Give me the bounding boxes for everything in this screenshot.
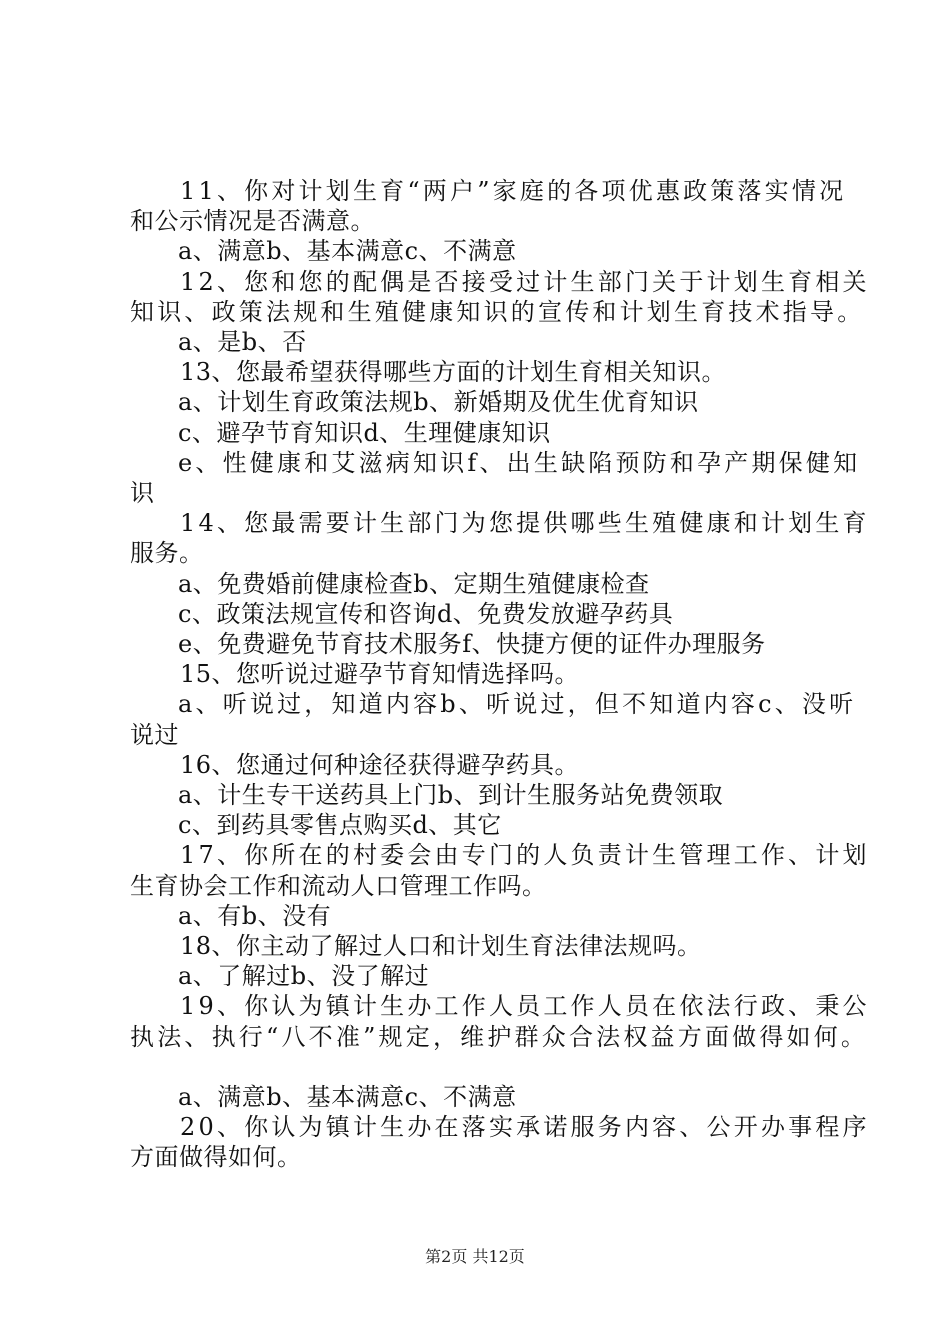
answer-options-line: a、了解过b、没了解过 — [178, 962, 430, 991]
question-line: 17、你所在的村委会由专门的人负责计生管理工作、计划 — [180, 841, 870, 870]
answer-options-line: a、免费婚前健康检查b、定期生殖健康检查 — [178, 569, 650, 598]
answer-options-line: c、政策法规宣传和咨询d、免费发放避孕药具 — [178, 599, 674, 628]
answer-options-line: c、避孕节育知识d、生理健康知识 — [178, 418, 551, 447]
answer-options-line: a、满意b、基本满意c、不满意 — [178, 1082, 517, 1111]
question-line: 14、您最需要计生部门为您提供哪些生殖健康和计划生育 — [180, 509, 870, 538]
continuation-line: 说过 — [130, 720, 179, 749]
continuation-line: 和公示情况是否满意。 — [130, 207, 375, 236]
answer-options-line: c、到药具零售点购买d、其它 — [178, 811, 502, 840]
answer-options-line: a、计生专干送药具上门b、到计生服务站免费领取 — [178, 781, 724, 810]
question-line: 12、您和您的配偶是否接受过计生部门关于计划生育相关 — [180, 267, 870, 296]
answer-options-line: e、性健康和艾滋病知识f、出生缺陷预防和孕产期保健知 — [178, 448, 861, 477]
question-line: 11、你对计划生育“两户”家庭的各项优惠政策落实情况 — [180, 177, 847, 205]
question-line: 20、你认为镇计生办在落实承诺服务内容、公开办事程序 — [180, 1113, 870, 1142]
answer-options-line: a、计划生育政策法规b、新婚期及优生优育知识 — [178, 388, 699, 417]
question-line: 15、您听说过避孕节育知情选择吗。 — [180, 660, 580, 689]
question-line: 18、你主动了解过人口和计划生育法律法规吗。 — [180, 932, 702, 961]
continuation-line: 识 — [130, 479, 155, 508]
document-body — [130, 176, 870, 1173]
blank-line — [130, 1052, 836, 1082]
answer-options-line: a、有b、没有 — [178, 901, 332, 930]
page-footer — [0, 1244, 950, 1267]
continuation-line: 执法、执行“八不准”规定，维护群众合法权益方面做得如何。 — [130, 1022, 869, 1051]
answer-options-line: a、是b、否 — [178, 328, 307, 357]
answer-options-line: a、满意b、基本满意c、不满意 — [178, 237, 517, 266]
answer-options-line: a、听说过，知道内容b、听说过，但不知道内容c、没听 — [178, 690, 857, 719]
continuation-line: 方面做得如何。 — [130, 1143, 302, 1172]
question-line: 16、您通过何种途径获得避孕药具。 — [180, 750, 580, 779]
continuation-line: 知识、政策法规和生殖健康知识的宣传和计划生育技术指导。 — [130, 297, 865, 326]
question-line: 13、您最希望获得哪些方面的计划生育相关知识。 — [180, 358, 727, 387]
page-number-label: 第2页 共12页 — [425, 1247, 525, 1266]
continuation-line: 生育协会工作和流动人口管理工作吗。 — [130, 871, 547, 900]
continuation-line: 服务。 — [130, 539, 204, 568]
question-line: 19、你认为镇计生办工作人员工作人员在依法行政、秉公 — [180, 992, 870, 1021]
answer-options-line: e、免费避免节育技术服务f、快捷方便的证件办理服务 — [178, 630, 766, 659]
